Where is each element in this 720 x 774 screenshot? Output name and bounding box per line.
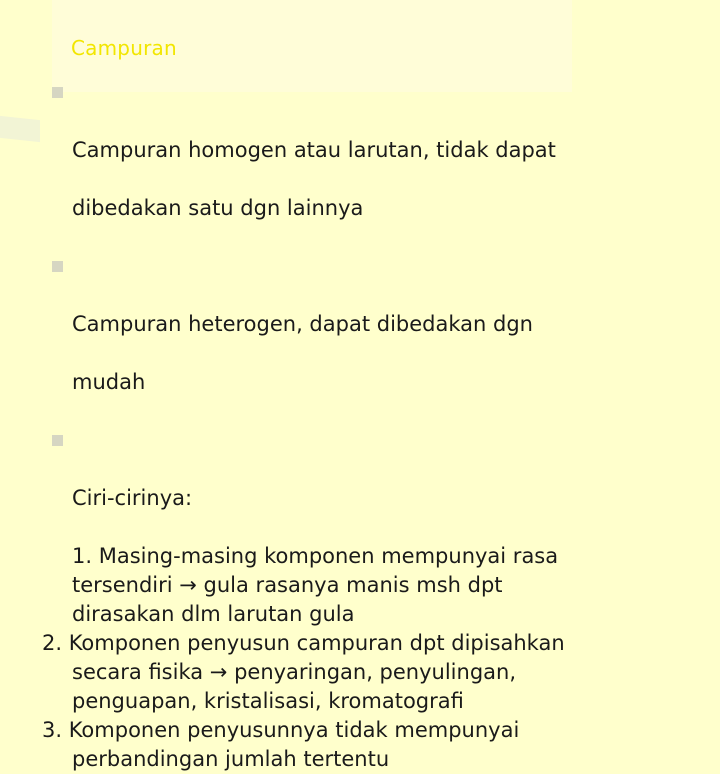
numbered-line: perbandingan jumlah tertentu — [72, 747, 390, 771]
bullet-line: dibedakan satu dgn lainnya — [72, 196, 364, 220]
numbered-line: 3. Komponen penyusunnya tidak mempunyai — [42, 718, 520, 742]
numbered-item-1 — [0, 542, 700, 629]
bullet-line: Ciri-cirinya: — [72, 486, 193, 510]
square-bullet-icon — [52, 87, 63, 98]
slide-title: Campuran — [71, 36, 177, 60]
numbered-line: 2. Komponen penyusun campuran dpt dipisahkan — [42, 631, 565, 655]
numbered-line: 1. Masing-masing komponen mempunyai rasa — [72, 544, 559, 568]
bullet-line: mudah — [72, 370, 146, 394]
bullet-line: Campuran homogen atau larutan, tidak dapat — [72, 138, 556, 162]
square-bullet-icon — [52, 435, 63, 446]
numbered-line: penguapan, kristalisasi, kromatografi — [72, 689, 464, 713]
numbered-line: tersendiri → gula rasanya manis msh dpt — [72, 573, 503, 597]
bullet-line: Campuran heterogen, dapat dibedakan dgn — [72, 312, 533, 336]
square-bullet-icon — [52, 261, 63, 272]
numbered-line: secara fisika → penyaringan, penyulingan, — [72, 660, 517, 684]
bullet-item-heterogen — [0, 252, 700, 426]
numbered-line: dirasakan dlm larutan gula — [72, 602, 355, 626]
numbered-item-3 — [0, 716, 700, 774]
bullet-item-homogen — [0, 78, 700, 252]
slide-body — [0, 78, 700, 774]
numbered-item-2 — [0, 629, 700, 716]
bullet-item-ciri — [0, 426, 700, 542]
